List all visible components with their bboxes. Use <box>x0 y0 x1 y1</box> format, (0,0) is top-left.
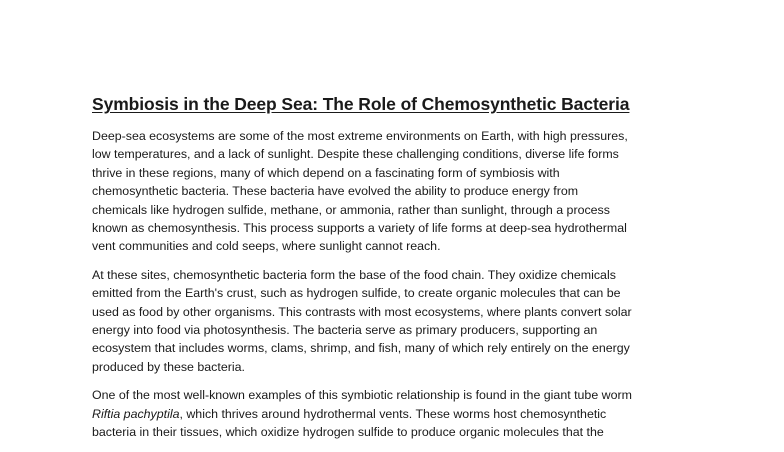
document-title: Symbiosis in the Deep Sea: The Role of Chemosynthetic Bacteria <box>92 94 630 114</box>
paragraph-3 <box>92 386 698 441</box>
text-line: emitted from the Earth's crust, such as hydrogen sulfide, to create organic molecules that can be <box>92 286 621 301</box>
text-line: used as food by other organisms. This contrasts with most ecosystems, where plants convert solar <box>92 304 632 319</box>
text-line: thrive in these regions, many of which depend on a fascinating form of symbiosis with <box>92 165 560 180</box>
text-line <box>92 405 698 423</box>
text-line: vent communities and cold seeps, where sunlight cannot reach. <box>92 239 441 254</box>
text-line: known as chemosynthesis. This process supports a variety of life forms at deep-sea hydrothermal <box>92 221 627 236</box>
text-line: bacteria in their tissues, which oxidize hydrogen sulfide to produce organic molecules that the <box>92 425 604 440</box>
text-line: At these sites, chemosynthetic bacteria form the base of the food chain. They oxidize chemicals <box>92 267 616 282</box>
text-line: Deep-sea ecosystems are some of the most extreme environments on Earth, with high pressures, <box>92 129 628 143</box>
text-line: chemosynthetic bacteria. These bacteria have evolved the ability to produce energy from <box>92 184 579 199</box>
paragraph-1 <box>92 127 698 256</box>
text-line: chemicals like hydrogen sulfide, methane, or ammonia, rather than sunlight, through a process <box>92 202 610 217</box>
document-page <box>92 94 698 452</box>
text-line: energy into food via photosynthesis. The bacteria serve as primary producers, supporting an <box>92 323 598 338</box>
species-name: Riftia pachyptila <box>92 406 180 421</box>
paragraph-2 <box>92 266 698 376</box>
text-segment: , which thrives around hydrothermal vents. These worms host chemosynthetic <box>179 406 607 421</box>
text-line: low temperatures, and a lack of sunlight. Despite these challenging conditions, diverse life forms <box>92 147 619 162</box>
text-line: produced by these bacteria. <box>92 359 245 374</box>
text-line: One of the most well-known examples of this symbiotic relationship is found in the giant tube worm <box>92 388 632 403</box>
text-line: ecosystem that includes worms, clams, shrimp, and fish, many of which rely entirely on the energy <box>92 341 630 356</box>
